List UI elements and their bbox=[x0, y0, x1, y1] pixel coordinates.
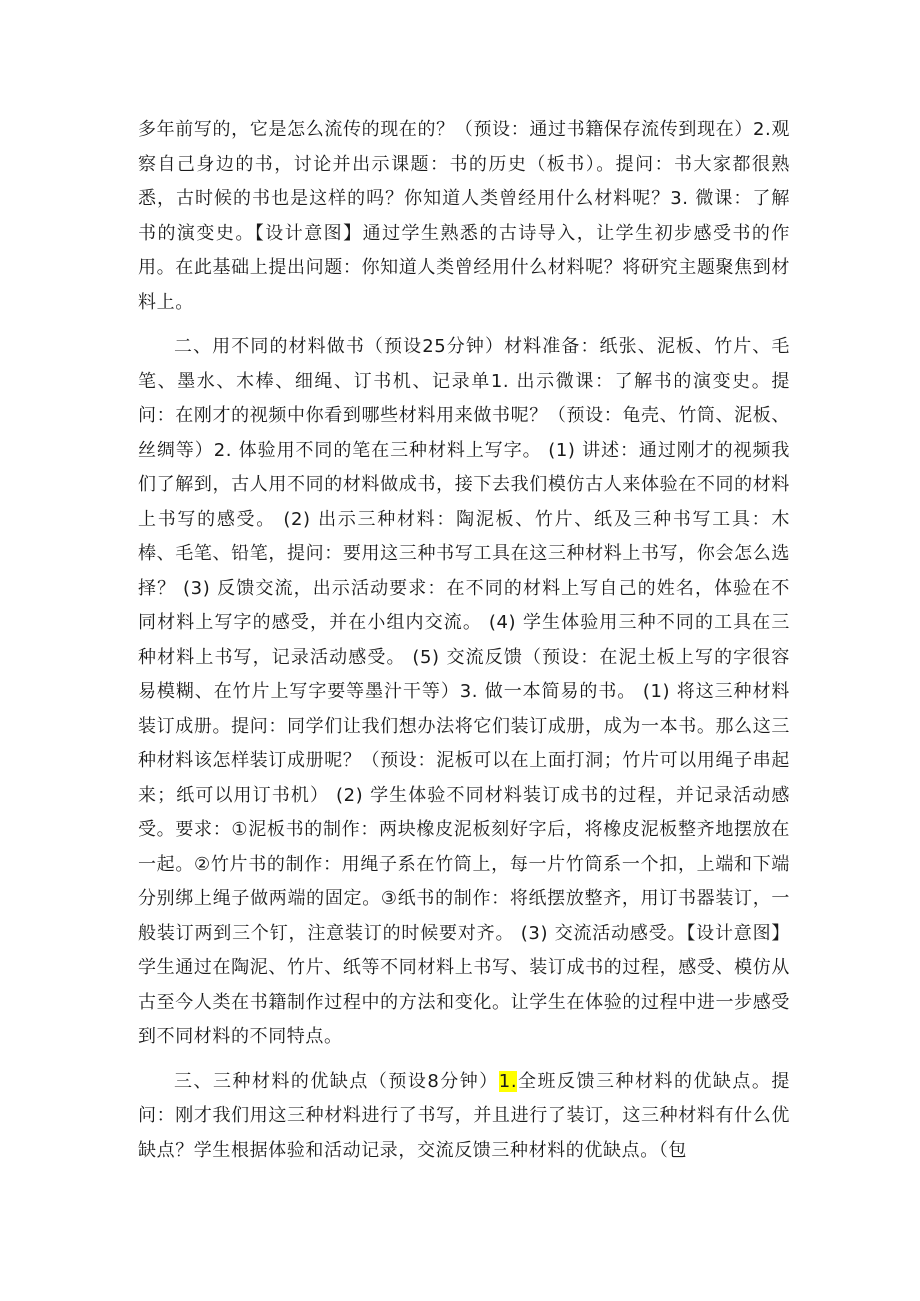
document-body bbox=[138, 113, 790, 1178]
paragraph-section-three bbox=[138, 1065, 790, 1169]
paragraph-intro: 多年前写的，它是怎么流传的现在的？（预设：通过书籍保存流传到现在）2.观察自己身边的书，讨论并出示课题：书的历史（板书）。提问：书大家都很熟悉，古时候的书也是这样的吗？你知道人类曾经用什么材料呢？3. 微课：了解书的演变史。【设计意图】通过学生熟悉的古诗导入，让学生初步感受书的作用。在此基础上提出问题：你知道人类曾经用什么材料呢？将研究主题聚焦到材料上。 bbox=[138, 119, 790, 313]
section-three-text: 全班反馈三种材料的优缺点。提问：刚才我们用这三种材料进行了书写，并且进行了装订，这三种材料有什么优缺点？学生根据体验和活动记录，交流反馈三种材料的优缺点。（包 bbox=[138, 1070, 790, 1161]
highlighted-number: 1. bbox=[498, 1070, 518, 1092]
section-three-heading: 三、三种材料的优缺点（预设8分钟） bbox=[174, 1070, 499, 1092]
paragraph-section-two: 二、用不同的材料做书（预设25分钟）材料准备：纸张、泥板、竹片、毛笔、墨水、木棒、细绳、订书机、记录单1. 出示微课：了解书的演变史。提问：在刚才的视频中你看到哪些材料用来做书呢？（预设：龟壳、竹筒、泥板、丝绸等）2. 体验用不同的笔在三种材料上写字。 (1) 讲述：通过刚才的视频我们了解到，古人用不同的材料做成书，接下去我们模仿古人来体验在不同的材料上书写的感受。 (2) 出示三种材料：陶泥板、竹片、纸及三种书写工具：木棒、毛笔、铅笔，提问：要用这三种书写工具在这三种材料上书写，你会怎么选择？ (3) 反馈交流，出示活动要求：在不同的材料上写自己的姓名，体验在不同材料上写字的感受，并在小组内交流。 (4) 学生体验用三种不同的工具在三种材料上书写，记录活动感受。 (5) 交流反馈（预设：在泥土板上写的字很容易模糊、在竹片上写字要等墨汁干等）3. 做一本简易的书。 (1) 将这三种材料装订成册。提问：同学们让我们想办法将它们装订成册，成为一本书。那么这三种材料该怎样装订成册呢？（预设：泥板可以在上面打洞；竹片可以用绳子串起来；纸可以用订书机） (2) 学生体验不同材料装订成书的过程，并记录活动感受。要求：①泥板书的制作：两块橡皮泥板刻好字后，将橡皮泥板整齐地摆放在一起。②竹片书的制作：用绳子系在竹筒上，每一片竹筒系一个扣，上端和下端分别绑上绳子做两端的固定。③纸书的制作：将纸摆放整齐，用订书器装订，一般装订两到三个钉，注意装订的时候要对齐。 (3) 交流活动感受。【设计意图】学生通过在陶泥、竹片、纸等不同材料上书写、装订成书的过程，感受、模仿从古至今人类在书籍制作过程中的方法和变化。让学生在体验的过程中进一步感受到不同材料的不同特点。 bbox=[138, 336, 790, 1047]
